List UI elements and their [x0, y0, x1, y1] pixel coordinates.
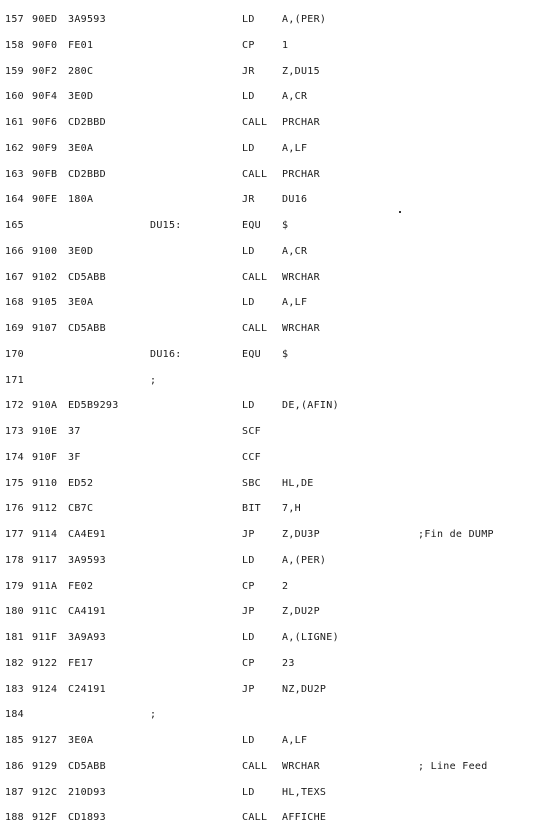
machine-code: 3E0D — [68, 91, 94, 103]
mnemonic: CALL — [242, 760, 268, 772]
operand: HL,TEXS — [282, 786, 327, 798]
operand: NZ,DU2P — [282, 683, 327, 695]
listing-line — [0, 294, 538, 312]
listing-line — [0, 475, 538, 493]
operand: PRCHAR — [282, 168, 320, 180]
listing-line — [0, 11, 538, 29]
listing-line — [0, 217, 538, 235]
listing-line — [0, 500, 538, 518]
address: 9124 — [32, 683, 58, 695]
line-number: 170 — [5, 348, 24, 360]
address: 9129 — [32, 760, 58, 772]
address: 90ED — [32, 14, 58, 25]
address: 9107 — [32, 323, 58, 334]
line-number: 186 — [5, 760, 24, 772]
address: 90F0 — [32, 39, 58, 51]
listing-line — [0, 320, 538, 338]
operand: WRCHAR — [282, 323, 320, 334]
mnemonic: JR — [242, 194, 255, 206]
machine-code: CD2BBD — [68, 117, 106, 128]
listing-line — [0, 243, 538, 261]
listing-line — [0, 63, 538, 81]
mnemonic: LD — [242, 786, 255, 798]
line-number: 163 — [5, 168, 24, 180]
address: 90F9 — [32, 142, 58, 154]
operand: $ — [282, 348, 289, 360]
address: 910E — [32, 426, 58, 437]
line-number: 183 — [5, 683, 24, 695]
machine-code: 37 — [68, 426, 81, 437]
address: 912F — [32, 812, 58, 824]
listing-line — [0, 809, 538, 827]
line-number: 180 — [5, 606, 24, 618]
mnemonic: CP — [242, 580, 255, 592]
address: 9117 — [32, 554, 58, 566]
line-number: 157 — [5, 14, 24, 25]
mnemonic: LD — [242, 297, 255, 309]
machine-code: 280C — [68, 65, 94, 77]
operand: Z,DU3P — [282, 529, 320, 540]
listing-line — [0, 758, 538, 776]
line-number: 167 — [5, 271, 24, 283]
machine-code: CA4E91 — [68, 529, 106, 540]
listing-line — [0, 655, 538, 673]
operand: A,LF — [282, 735, 308, 746]
address: 9127 — [32, 735, 58, 746]
line-number: 178 — [5, 554, 24, 566]
address: 9105 — [32, 297, 58, 309]
mnemonic: SCF — [242, 426, 261, 437]
operand: Z,DU2P — [282, 606, 320, 618]
mnemonic: CALL — [242, 812, 268, 824]
line-number: 182 — [5, 657, 24, 669]
mnemonic: JR — [242, 65, 255, 77]
line-number: 158 — [5, 39, 24, 51]
address: 9110 — [32, 477, 58, 489]
line-number: 161 — [5, 117, 24, 128]
machine-code: CA4191 — [68, 606, 106, 618]
line-number: 176 — [5, 503, 24, 515]
machine-code: ED52 — [68, 477, 94, 489]
mnemonic: LD — [242, 142, 255, 154]
address: 90FB — [32, 168, 58, 180]
listing-line — [0, 706, 538, 724]
listing-line — [0, 397, 538, 415]
address: 911F — [32, 632, 58, 643]
address: 911A — [32, 580, 58, 592]
address: 9114 — [32, 529, 58, 540]
mnemonic: CP — [242, 39, 255, 51]
mnemonic: LD — [242, 245, 255, 257]
listing-line — [0, 269, 538, 287]
mnemonic: EQU — [242, 220, 261, 231]
listing-line — [0, 191, 538, 209]
line-number: 159 — [5, 65, 24, 77]
machine-code: FE01 — [68, 39, 94, 51]
line-number: 177 — [5, 529, 24, 540]
operand: A,(PER) — [282, 14, 327, 25]
machine-code: 3A9593 — [68, 14, 106, 25]
mnemonic: JP — [242, 606, 255, 618]
line-number: 187 — [5, 786, 24, 798]
mnemonic: CALL — [242, 323, 268, 334]
mnemonic: EQU — [242, 348, 261, 360]
operand: WRCHAR — [282, 760, 320, 772]
listing-line — [0, 552, 538, 570]
machine-code: CB7C — [68, 503, 94, 515]
operand: HL,DE — [282, 477, 314, 489]
address: 912C — [32, 786, 58, 798]
line-number: 175 — [5, 477, 24, 489]
operand: AFFICHE — [282, 812, 327, 824]
operand: DE,(AFIN) — [282, 400, 339, 412]
mnemonic: CCF — [242, 451, 261, 463]
listing-line — [0, 449, 538, 467]
mnemonic: LD — [242, 632, 255, 643]
address: 9102 — [32, 271, 58, 283]
listing-line — [0, 166, 538, 184]
mnemonic: LD — [242, 91, 255, 103]
machine-code: 3E0A — [68, 142, 94, 154]
label: DU16: — [150, 348, 182, 360]
address: 9112 — [32, 503, 58, 515]
machine-code: FE17 — [68, 657, 94, 669]
address: 90F2 — [32, 65, 58, 77]
mnemonic: CP — [242, 657, 255, 669]
line-number: 172 — [5, 400, 24, 412]
machine-code: CD5ABB — [68, 760, 106, 772]
machine-code: CD1893 — [68, 812, 106, 824]
listing-line — [0, 629, 538, 647]
operand: A,(PER) — [282, 554, 327, 566]
comment: ; Line Feed — [418, 760, 488, 772]
line-number: 171 — [5, 374, 24, 386]
listing-line — [0, 372, 538, 390]
line-number: 185 — [5, 735, 24, 746]
machine-code: ED5B9293 — [68, 400, 119, 412]
mnemonic: LD — [242, 400, 255, 412]
machine-code: 3A9A93 — [68, 632, 106, 643]
operand: Z,DU15 — [282, 65, 320, 77]
line-number: 181 — [5, 632, 24, 643]
operand: 2 — [282, 580, 289, 592]
address: 910F — [32, 451, 58, 463]
label: ; — [150, 709, 157, 721]
mnemonic: CALL — [242, 168, 268, 180]
mnemonic: JP — [242, 683, 255, 695]
machine-code: 210D93 — [68, 786, 106, 798]
mnemonic: CALL — [242, 117, 268, 128]
operand: A,CR — [282, 91, 308, 103]
label: DU15: — [150, 220, 182, 231]
operand: 1 — [282, 39, 289, 51]
line-number: 184 — [5, 709, 24, 721]
address: 90F4 — [32, 91, 58, 103]
stray-mark — [399, 211, 401, 213]
line-number: 169 — [5, 323, 24, 334]
address: 90F6 — [32, 117, 58, 128]
listing-line — [0, 88, 538, 106]
listing-line — [0, 114, 538, 132]
machine-code: 180A — [68, 194, 94, 206]
listing-line — [0, 681, 538, 699]
machine-code: CD5ABB — [68, 323, 106, 334]
operand: A,LF — [282, 142, 308, 154]
listing-line — [0, 140, 538, 158]
line-number: 166 — [5, 245, 24, 257]
operand: WRCHAR — [282, 271, 320, 283]
line-number: 162 — [5, 142, 24, 154]
mnemonic: LD — [242, 14, 255, 25]
mnemonic: LD — [242, 554, 255, 566]
listing-line — [0, 526, 538, 544]
comment: ;Fin de DUMP — [418, 529, 494, 540]
listing-line — [0, 603, 538, 621]
address: 910A — [32, 400, 58, 412]
operand: $ — [282, 220, 289, 231]
operand: 23 — [282, 657, 295, 669]
address: 9122 — [32, 657, 58, 669]
address: 911C — [32, 606, 58, 618]
operand: DU16 — [282, 194, 308, 206]
machine-code: CD2BBD — [68, 168, 106, 180]
machine-code: 3F — [68, 451, 81, 463]
machine-code: 3E0D — [68, 245, 94, 257]
operand: PRCHAR — [282, 117, 320, 128]
machine-code: CD5ABB — [68, 271, 106, 283]
machine-code: 3E0A — [68, 297, 94, 309]
listing-line — [0, 784, 538, 802]
machine-code: C24191 — [68, 683, 106, 695]
mnemonic: CALL — [242, 271, 268, 283]
machine-code: 3E0A — [68, 735, 94, 746]
mnemonic: JP — [242, 529, 255, 540]
line-number: 160 — [5, 91, 24, 103]
mnemonic: LD — [242, 735, 255, 746]
line-number: 188 — [5, 812, 24, 824]
operand: A,CR — [282, 245, 308, 257]
mnemonic: SBC — [242, 477, 261, 489]
label: ; — [150, 374, 157, 386]
machine-code: FE02 — [68, 580, 94, 592]
listing-line — [0, 37, 538, 55]
address: 9100 — [32, 245, 58, 257]
line-number: 164 — [5, 194, 24, 206]
line-number: 173 — [5, 426, 24, 437]
line-number: 179 — [5, 580, 24, 592]
machine-code: 3A9593 — [68, 554, 106, 566]
line-number: 174 — [5, 451, 24, 463]
operand: A,LF — [282, 297, 308, 309]
operand: 7,H — [282, 503, 301, 515]
operand: A,(LIGNE) — [282, 632, 339, 643]
listing-line — [0, 346, 538, 364]
listing-line — [0, 732, 538, 750]
listing-line — [0, 578, 538, 596]
mnemonic: BIT — [242, 503, 261, 515]
line-number: 168 — [5, 297, 24, 309]
address: 90FE — [32, 194, 58, 206]
line-number: 165 — [5, 220, 24, 231]
listing-line — [0, 423, 538, 441]
